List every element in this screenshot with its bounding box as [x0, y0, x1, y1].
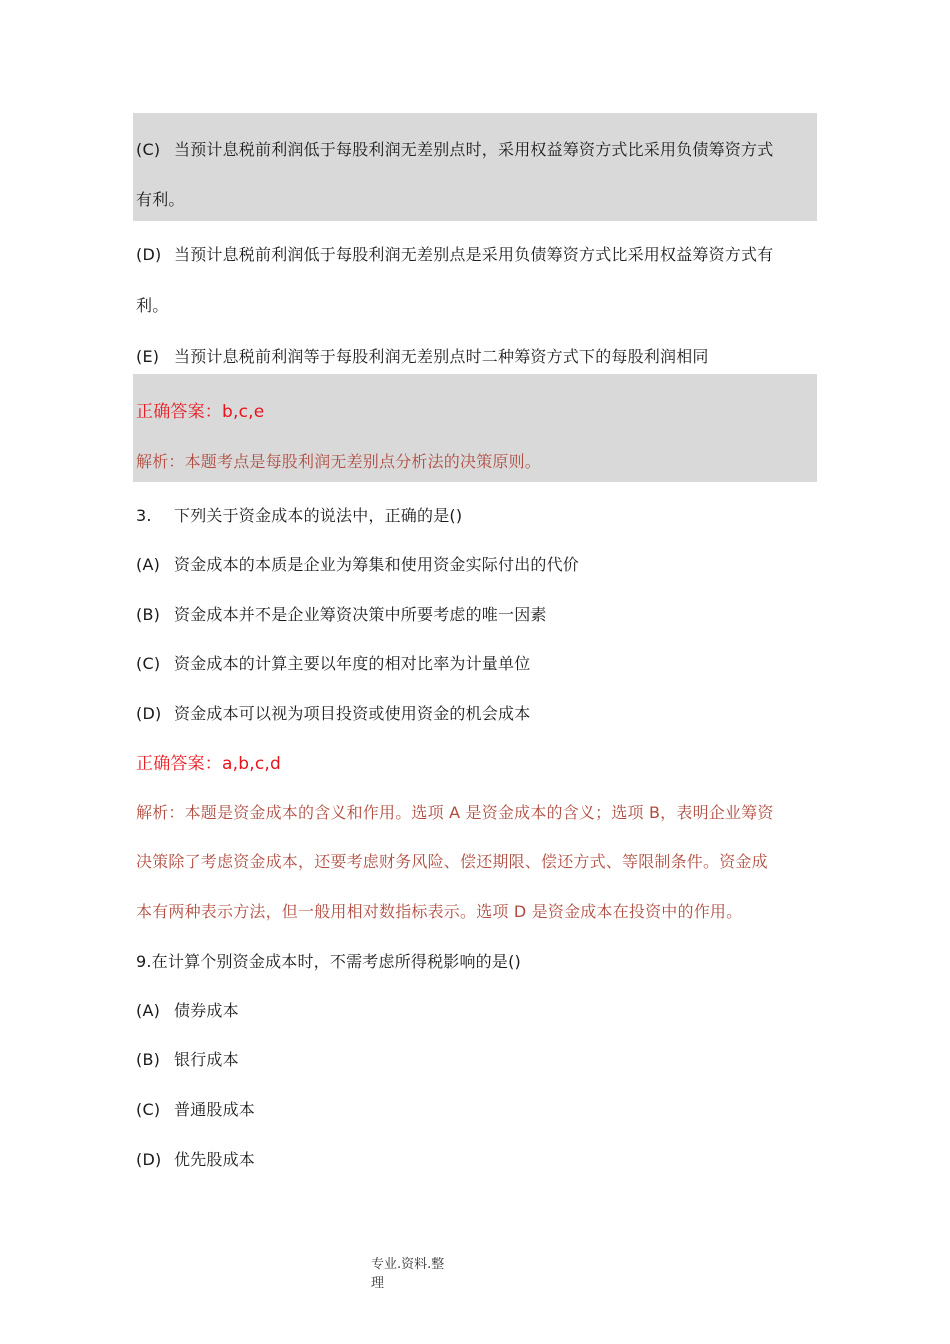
option-text: 资金成本可以视为项目投资或使用资金的机会成本 [174, 704, 531, 723]
footer-line: 专业.资料.整 [371, 1257, 445, 1272]
q3-option-a [136, 554, 579, 576]
q9-option-a [136, 1000, 239, 1022]
question-3 [136, 505, 462, 527]
option-label: (C) [136, 140, 161, 159]
question-9: 9.在计算个别资金成本时，不需考虑所得税影响的是() [136, 952, 521, 971]
option-text: 债券成本 [174, 1001, 239, 1020]
option-label: (B) [136, 605, 161, 624]
q3-option-b [136, 604, 547, 626]
question-number: 3. [136, 506, 152, 525]
q3-option-c [136, 653, 530, 675]
option-text: 资金成本的本质是企业为筹集和使用资金实际付出的代价 [174, 555, 580, 574]
question-text: 下列关于资金成本的说法中，正确的是() [174, 506, 463, 525]
analysis-text: 决策除了考虑资金成本，还要考虑财务风险、偿还期限、偿还方式、等限制条件。资金成 [136, 852, 768, 871]
option-label: (B) [136, 1050, 161, 1069]
q9-option-d [136, 1149, 255, 1171]
correct-answer: 正确答案：a,b,c,d [136, 754, 281, 774]
option-label: (A) [136, 1001, 161, 1020]
page-footer [371, 1255, 461, 1293]
option-label: (E) [136, 347, 160, 366]
option-text: 当预计息税前利润低于每股利润无差别点是采用负债筹资方式比采用权益筹资方式有 [174, 245, 774, 264]
analysis-text: 本有两种表示方法，但一般用相对数指标表示。选项 D 是资金成本在投资中的作用。 [136, 902, 743, 921]
option-d-continuation: 利。 [136, 296, 169, 315]
footer-line: 理 [371, 1276, 385, 1291]
option-text: 当预计息税前利润等于每股利润无差别点时二种筹资方式下的每股利润相同 [174, 347, 709, 366]
option-text: 资金成本并不是企业筹资决策中所要考虑的唯一因素 [174, 605, 547, 624]
option-label: (C) [136, 1100, 161, 1119]
option-label: (A) [136, 555, 161, 574]
correct-answer: 正确答案：b,c,e [136, 402, 265, 422]
analysis-text: 解析：本题考点是每股利润无差别点分析法的决策原则。 [136, 452, 542, 471]
option-label: (D) [136, 704, 162, 723]
option-text: 资金成本的计算主要以年度的相对比率为计量单位 [174, 654, 531, 673]
option-d [136, 244, 773, 266]
option-label: (D) [136, 1150, 162, 1169]
option-text: 优先股成本 [174, 1150, 256, 1169]
q3-option-d [136, 703, 530, 725]
option-label: (D) [136, 245, 162, 264]
option-c-continuation: 有利。 [136, 190, 185, 209]
option-text: 普通股成本 [174, 1100, 256, 1119]
highlight-block-option-c [133, 113, 817, 221]
option-c [136, 139, 773, 161]
q9-option-c [136, 1099, 255, 1121]
analysis-text: 解析：本题是资金成本的含义和作用。选项 A 是资金成本的含义；选项 B，表明企业筹资 [136, 803, 774, 822]
option-e [136, 346, 709, 368]
option-label: (C) [136, 654, 161, 673]
option-text: 当预计息税前利润低于每股利润无差别点时，采用权益筹资方式比采用负债筹资方式 [174, 140, 774, 159]
q9-option-b [136, 1049, 239, 1071]
option-text: 银行成本 [174, 1050, 239, 1069]
